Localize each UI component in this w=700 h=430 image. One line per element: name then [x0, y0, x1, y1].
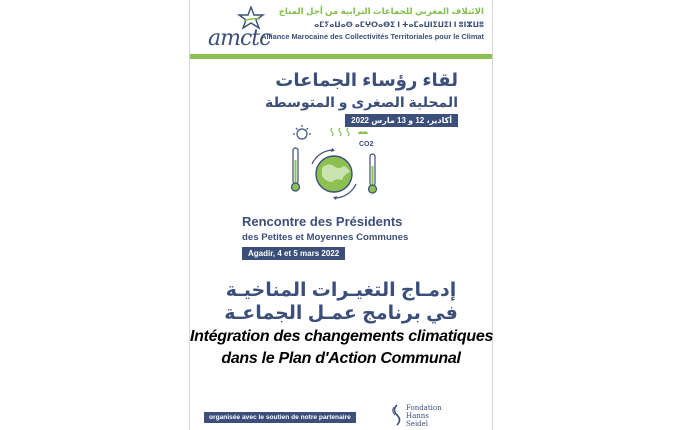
heat-waves-icon [331, 128, 349, 136]
partner-name-line3: Seidel [406, 420, 429, 428]
amctc-logo [204, 6, 286, 52]
thermometer-left-icon [292, 148, 300, 191]
partner-name-line1: Fondation [406, 404, 442, 412]
event-title-fr-line1: Rencontre des Présidents [242, 214, 403, 229]
partner-note: organisée avec le soutien de notre partenaire [204, 412, 356, 423]
climate-illustration [288, 124, 388, 204]
thermometer-right-icon [369, 154, 377, 193]
globe-icon [312, 148, 356, 200]
poster [189, 0, 493, 430]
header [190, 0, 492, 58]
event-date-fr: Agadir, 4 et 5 mars 2022 [242, 247, 345, 260]
theme-fr-line1: Intégration des changements climatiques [190, 328, 494, 345]
event-title-ar-line2: المحلية الصغرى و المتوسطة [265, 94, 458, 110]
header-arabic-name: الائتلاف المغربي للجماعات الترابية من أجل المناخ [278, 6, 484, 16]
header-tifinagh-name: ⴰⵎⵢⴰⵡⴰⵙ ⴰⵎⵖⵔⴰⴱⵉ ⵏ ⵜⴰⵎⴰⵡⵏⵉⵡⵉⵏ ⵏ ⵓⵏⵣⵡⵓ [314, 20, 484, 29]
co2-label: CO2 [359, 141, 374, 148]
theme-fr-line2: dans le Plan d'Action Communal [221, 350, 461, 367]
event-title-fr-line2: des Petites et Moyennes Communes [242, 232, 409, 243]
event-title-ar-line1: لقاء رؤساء الجماعات [275, 70, 458, 90]
logo-text: amctc [208, 26, 271, 51]
theme-ar-line1: إدمـاج التغيـرات المناخيـة [225, 280, 457, 301]
event-date-ar: أكادير، 12 و 13 مارس 2022 [345, 114, 458, 127]
theme-ar-line2: في برنامج عمـل الجماعـة [224, 303, 458, 324]
cloud-icon [358, 131, 368, 134]
header-divider [190, 54, 492, 59]
header-french-name: Alliance Marocaine des Collectivités Territoriales pour le Climat [261, 32, 484, 41]
hanns-seidel-logo-icon [390, 404, 404, 426]
partner-name [406, 404, 442, 428]
sun-icon [293, 125, 311, 139]
partner-name-line2: Hanns [406, 412, 429, 420]
